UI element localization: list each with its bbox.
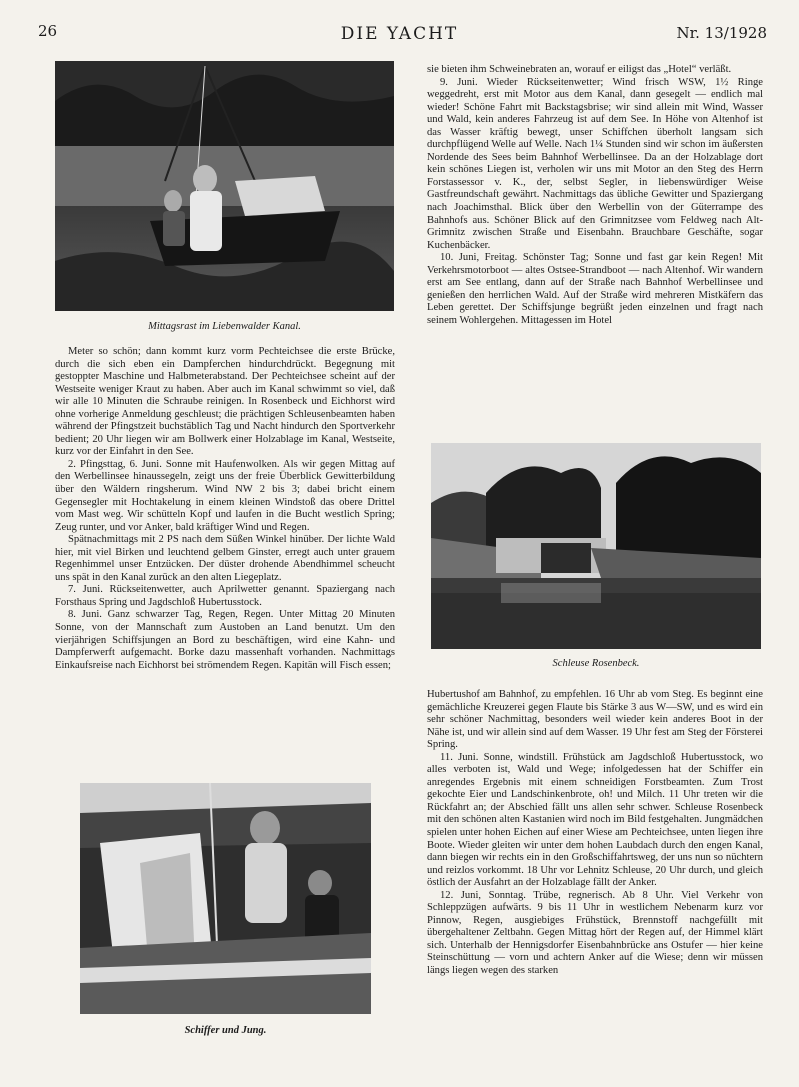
paragraph: 8. Juni. Ganz schwarzer Tag, Regen, Regen. Unter Mittag 20 Minuten Sonne, von der Mannschaft zum Austoben an Land benutzt. Um den vierjährigen Schiffsjungen an Bord zu beschäftigen, wird eine Kahn- und Dampferwerft aufgemacht. Borke dazu massenhaft vorhanden. Nachmittags Einkaufsreise nach Eichhorst bei strömendem Regen. Kapitän will Fisch essen; [55, 609, 395, 671]
paragraph: 2. Pfingsttag, 6. Juni. Sonne mit Haufenwolken. Als wir gegen Mittag auf den Werbellinsee hinaussegeln, zeigt uns der freie Überblick Gewitterbildung über den Wäldern ringsherum. Wind NW 2 bis 3; dabei bricht einem Gegensegler mit Hochtakelung in einem kleinen Windstoß das obere Drittel vom Mast weg. Wir schütteln Kopf und laufen in die Bucht westlich Spring; Zeug runter, und vor Anker, bald kräftiger Wind und Regen. [55, 458, 395, 533]
photo-skipper-and-boy [80, 783, 371, 1014]
paragraph: Hubertushof am Bahnhof, zu empfehlen. 16 Uhr ab vom Steg. Es beginnt eine gemächliche Kreuzerei gegen Flaute bis Stärke 3 aus W—SW, und es wird ein sehr schöner Nachmittag, besonders weil wieder kein anderes Boot in der Nähe ist, und wir allein sind auf dem Wasser. 19 Uhr fest am Steg der Försterei Spring. [427, 689, 763, 751]
paragraph: 9. Juni. Wieder Rückseitenwetter; Wind frisch WSW, 1½ Ringe weggedreht, erst mit Motor aus dem Kanal, dann gesegelt — endlich mal wieder! Schöne Fahrt mit Backstagsbrise; wir sind allein mit Wind, Wasser und Wald, kein anderes Fahrzeug ist auf dem See. In Höhe von Altenhof ist das Wasser kräftig bewegt, unser Schiffchen überholt langsam sich durchpflügend Welle auf Welle. Nach 1¼ Stunden sind wir schon im äußersten Nordende des Sees beim Bahnhof Werbellinsee. Da an der Holzablage dort kein schönes Liegen ist, verholen wir uns mit Motor an den Steg des Herrn Forstassessor v. K., der, selbst Segler, in liebenswürdiger Weise Gastfreundschaft gewährt. Nachmittags das übliche Gewitter und Spaziergang nach Joachimsthal. Blick über den Werbellin von der Güterrampe des Bahnhofs aus. Schöner Blick auf den Grimnitzsee vom Feldweg nach Alt-Grimnitz zwischen Straße und Eisenbahn. Brauchbare Geschäfte, sogar Kuchenbäcker. [427, 76, 763, 251]
photo-canal-rest [55, 61, 394, 311]
paragraph: 10. Juni, Freitag. Schönster Tag; Sonne und fast gar kein Regen! Mit Verkehrsmotorboot — altes Ostsee-Strandboot — nach Altenhof. Wir wandern erst am See entlang, dann auf der Straße nach Bahnhof Werbellinsee und genießen den herrlichen Wald. Auf der Straße wird mehreren Mistkäfern das Leben gerettet. Der Schiffsjunge begrüßt jeden einzelnen und fragt nach seinem Wohlergehen. Mittagessen im Hotel [427, 252, 763, 326]
paragraph: 12. Juni, Sonntag. Trübe, regnerisch. Ab 8 Uhr. Viel Verkehr von Schleppzügen aufwärts. 9 bis 11 Uhr in westlichem Nebenarm kurz vor Pinnow, Regen, ausgiebiges Frühstück, Brennstoff nachgefüllt mit übergehaltener Zeltbahn. Gegen Mittag hört der Regen auf, der Himmel klärt sich. Unterhalb der Hennigsdorfer Eisenbahnbrücke ans Ostufer — hier keine Steinschüttung — vorn und achtern Anker auf die Wiese; denn wir müssen längs liegen wegen des starken [427, 889, 763, 977]
paragraph: Meter so schön; dann kommt kurz vorm Pechteichsee die erste Brücke, durch die sich eben ein Dampferchen hindurchdrückt. Begegnung mit gestoppter Maschine und Halbmeterabstand. Der Pechteichsee scheint auf der Westseite weniger Kraut zu haben. Aber auch im Kanal schwimmt so viel, daß wir alle 10 Minuten die Schraube reinigen. In Rosenbeck und Eichhorst wird ohne vorherige Anmeldung geschleust; die prächtigen Schleusenbeamten haben während der Pfingstzeit buchstäblich Tag und Nacht hindurch den Sportverkehr bedient; 20 Uhr liegen wir am Bollwerk einer Holzablage im Kanal, Westseite, kurz vor der Einfahrt in den See. [55, 346, 395, 458]
issue-number: Nr. 13/1928 [676, 24, 767, 42]
figure-caption: Mittagsrast im Liebenwalder Kanal. [148, 321, 301, 332]
paragraph: 11. Juni. Sonne, windstill. Frühstück am Jagdschloß Hubertusstock, wo alles verboten ist, Wald und Wege; infolgedessen hat der Schiffer ein anregendes Ergebnis mit einem schneidigen Forstbeamten. Zum Trost gekochte Eier und Landschinkenbrote, oh! und Milch. 11 Uhr treten wir die Rückfahrt an; der Abschied fällt uns allen sehr schwer. Schleuse Rosenbeck mit den schönen alten Kastanien wird noch im Bild festgehalten. Jungmädchen spielen unter hohen Eichen auf einer Wiese am Pechteichsee, unten liegen ihre Boote. Wieder gleiten wir unter dem hohen Laubdach durch den engen Kanal, dann biegen wir rechts ein in den Großschiffahrtsweg, der uns nun so nüchtern und reizlos vorkommt. 18 Uhr vor Lehnitz Schleuse, 20 Uhr durch, und gleich östlich der Ausfahrt an der Holzablage fällt der Anker. [427, 751, 763, 889]
text-column-right-bottom [427, 689, 763, 978]
figure-caption: Schiffer und Jung. [184, 1025, 267, 1036]
text-column-left [55, 346, 395, 672]
paragraph: 7. Juni. Rückseitenwetter, auch Aprilwetter genannt. Spaziergang nach Forsthaus Spring und Jagdschloß Hubertusstock. [55, 584, 395, 608]
paragraph: sie bieten ihm Schweinebraten an, worauf er eiligst das „Hotel“ verläßt. [427, 64, 732, 75]
page-header [0, 0, 799, 60]
journal-title: DIE YACHT [340, 24, 459, 44]
figure-caption: Schleuse Rosenbeck. [552, 658, 640, 669]
paragraph: Spätnachmittags mit 2 PS nach dem Süßen Winkel hinüber. Der lichte Wald hier, mit viel Birken und leuchtend gelbem Ginster, erregt auch unter grauem Regenhimmel unser Entzücken. Der düster drohende Abendhimmel scheucht uns spät in den Kanal zurück an den alten Liegeplatz. [55, 534, 395, 583]
page-number: 26 [38, 22, 58, 40]
text-column-right-top [427, 64, 763, 327]
photo-lock-rosenbeck [431, 443, 761, 649]
